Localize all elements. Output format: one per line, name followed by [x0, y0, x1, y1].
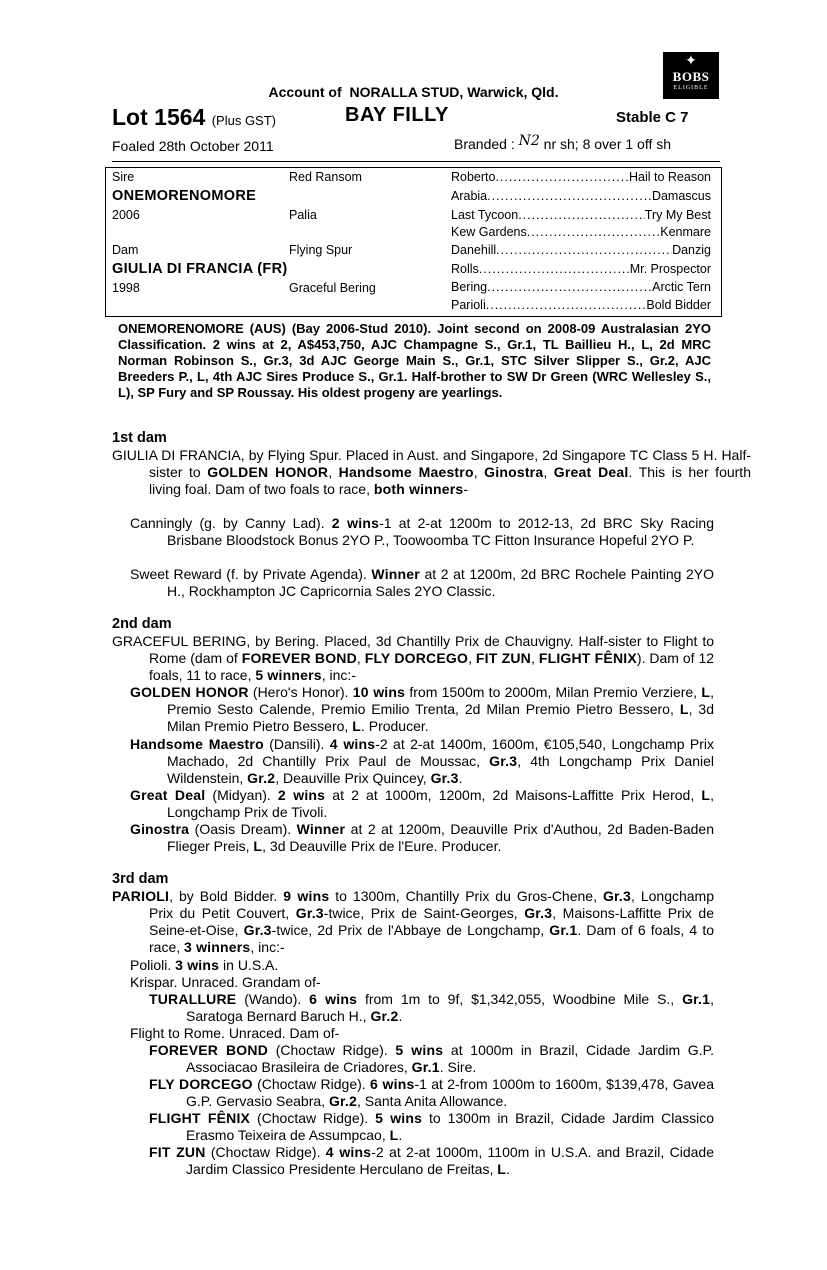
progeny-entry: Handsome Maestro (Dansili). 4 wins-2 at 2-at 1400m, 1600m, €105,540, Longchamp Prix Machado, 2d Chantilly Prix Paul de Moussac, Gr.3, 4th Longchamp Prix Daniel Wildenstein, Gr.2, Deauville Prix Quincey, Gr.3.: [130, 736, 714, 786]
grandparent-row: Arabia ..... Damascus: [451, 189, 711, 203]
section-3rd-dam: 3rd dam: [112, 871, 169, 887]
second-dam-entry: GRACEFUL BERING, by Bering. Placed, 3d Chantilly Prix de Chauvigny. Half-sister to Flight to Rome (dam of FOREVER BOND, FLY DORCEGO, FIT ZUN, FLIGHT FÊNIX). Dam of 12 foals, 11 to race, 5 winners, inc:-: [112, 633, 715, 683]
lot-title: BAY FILLY: [345, 104, 449, 126]
grandparent-row: Last Tycoon ..... Try My Best: [451, 208, 711, 222]
progeny-entry: FOREVER BOND (Choctaw Ridge). 5 wins at 1000m in Brazil, Cidade Jardim G.P. Associacao Brasileira de Criadores, Gr.1. Sire.: [149, 1042, 715, 1075]
stable-location: Stable C 7: [616, 109, 689, 126]
sire-name: ONEMORENOMORE: [112, 188, 257, 204]
sire-label: Sire: [112, 170, 135, 184]
sire-dam: Palia: [289, 208, 317, 222]
progeny-entry: Flight to Rome. Unraced. Dam of-: [130, 1025, 340, 1041]
branded-info: [454, 133, 672, 153]
grandparent-row: Danehill ..... Danzig: [451, 243, 711, 257]
section-1st-dam: 1st dam: [112, 430, 167, 446]
dam-dam: Graceful Bering: [289, 281, 376, 295]
first-dam-entry: GIULIA DI FRANCIA, by Flying Spur. Placed in Aust. and Singapore, 2d Singapore TC Class 5 H. Half-sister to GOLDEN HONOR, Handsome Maestro, Ginostra, Great Deal. This is her fourth living foal. Dam of two foals to race, both winners-: [112, 447, 751, 497]
progeny-entry: GOLDEN HONOR (Hero's Honor). 10 wins from 1500m to 2000m, Milan Premio Verziere, L, Premio Sesto Calende, Premio Emilio Trenta, 2d Milan Premio Pietro Bessero, L, 3d Milan Premio Pietro Bessero, L. Producer.: [130, 684, 715, 734]
dam-year: 1998: [112, 281, 140, 295]
lot-number: [112, 104, 276, 131]
foaled-date: Foaled 28th October 2011: [112, 138, 274, 154]
account-vendor: NORALLA STUD, Warwick, Qld.: [349, 84, 559, 100]
bird-icon: ✦: [685, 54, 697, 69]
progeny-entry: Ginostra (Oasis Dream). Winner at 2 at 1200m, Deauville Prix d'Authou, 2d Baden-Baden Flieger Preis, L, 3d Deauville Prix de l'Eure. Producer.: [130, 821, 714, 854]
progeny-entry: Sweet Reward (f. by Private Agenda). Winner at 2 at 1200m, 2d BRC Rochele Painting 2YO H., Rockhampton JC Capricornia Sales 2YO Classic.: [130, 566, 714, 599]
dam-name: GIULIA DI FRANCIA (FR): [112, 261, 288, 277]
sire-year: 2006: [112, 208, 140, 222]
lot-label: Lot 1564: [112, 104, 206, 130]
third-dam-entry: PARIOLI, by Bold Bidder. 9 wins to 1300m, Chantilly Prix du Gros-Chene, Gr.3, Longchamp Prix du Petit Couvert, Gr.3-twice, Prix de Saint-Georges, Gr.3, Maisons-Laffitte Prix de Seine-et-Oise, Gr.3-twice, 2d Prix de l'Abbaye de Longchamp, Gr.1. Dam of 6 foals, 4 to race, 3 winners, inc:-: [112, 888, 714, 955]
branded-label: Branded :: [454, 136, 515, 152]
logo-brand: BOBS: [672, 69, 710, 84]
dam-sire: Flying Spur: [289, 243, 353, 257]
progeny-entry: Canningly (g. by Canny Lad). 2 wins-1 at 2-at 1200m to 2012-13, 2d BRC Sky Racing Brisbane Bloodstock Bonus 2YO P., Toowoomba TC Fitton Insurance Hopeful 2YO P.: [130, 515, 714, 548]
sire-sire: Red Ransom: [289, 170, 362, 184]
progeny-entry: Great Deal (Midyan). 2 wins at 2 at 1000m, 1200m, 2d Maisons-Laffitte Prix Herod, L, Longchamp Prix de Tivoli.: [130, 787, 715, 820]
progeny-entry: FIT ZUN (Choctaw Ridge). 4 wins-2 at 2-at 1000m, 1100m in U.S.A. and Brazil, Cidade Jardim Classico Presidente Herculano de Freitas, L.: [149, 1144, 714, 1177]
pedigree-table: [105, 167, 722, 317]
brand-mark: N2: [518, 133, 540, 149]
grandparent-row: Bering ..... Arctic Tern: [451, 280, 711, 294]
grandparent-row: Kew Gardens ..... Kenmare: [451, 225, 711, 239]
progeny-entry: TURALLURE (Wando). 6 wins from 1m to 9f, $1,342,055, Woodbine Mile S., Gr.1, Saratoga Bernard Baruch H., Gr.2.: [149, 991, 714, 1024]
account-prefix: Account of: [268, 84, 342, 100]
account-line: [0, 84, 827, 100]
sire-summary: ONEMORENOMORE (AUS) (Bay 2006-Stud 2010). Joint second on 2008-09 Australasian 2YO Classification. 2 wins at 2, A$453,750, AJC Champagne S., Gr.1, TL Baillieu H., L, 2d MRC Norman Robinson S., Gr.3, 3d AJC George Main S., Gr.1, STC Silver Slipper S., Gr.2, AJC Breeders P., L, 4th AJC Sires Produce S., Gr.1. Half-brother to SW Dr Green (WRC Wellesley S., L), SP Fury and SP Roussay. His oldest progeny are yearlings.: [118, 321, 711, 400]
grandparent-row: Rolls ..... Mr. Prospector: [451, 262, 711, 276]
divider: [112, 161, 720, 162]
section-2nd-dam: 2nd dam: [112, 616, 172, 632]
grandparent-row: Parioli ..... Bold Bidder: [451, 298, 711, 312]
gst-note: (Plus GST): [211, 113, 277, 128]
progeny-entry: FLIGHT FÊNIX (Choctaw Ridge). 5 wins to 1300m in Brazil, Cidade Jardim Classico Erasmo Teixeira de Assumpcao, L.: [149, 1110, 715, 1143]
logo-sub: ELIGIBLE: [673, 85, 709, 91]
dam-label: Dam: [112, 243, 139, 257]
progeny-entry: Krispar. Unraced. Grandam of-: [130, 974, 321, 990]
branded-text: nr sh; 8 over 1 off sh: [543, 136, 672, 152]
progeny-entry: FLY DORCEGO (Choctaw Ridge). 6 wins-1 at 2-from 1000m to 1600m, $139,478, Gavea G.P. Gervasio Seabra, Gr.2, Santa Anita Allowance.: [149, 1076, 714, 1109]
grandparent-row: Roberto ..... Hail to Reason: [451, 170, 711, 184]
progeny-entry: Polioli. 3 wins in U.S.A.: [130, 957, 279, 973]
